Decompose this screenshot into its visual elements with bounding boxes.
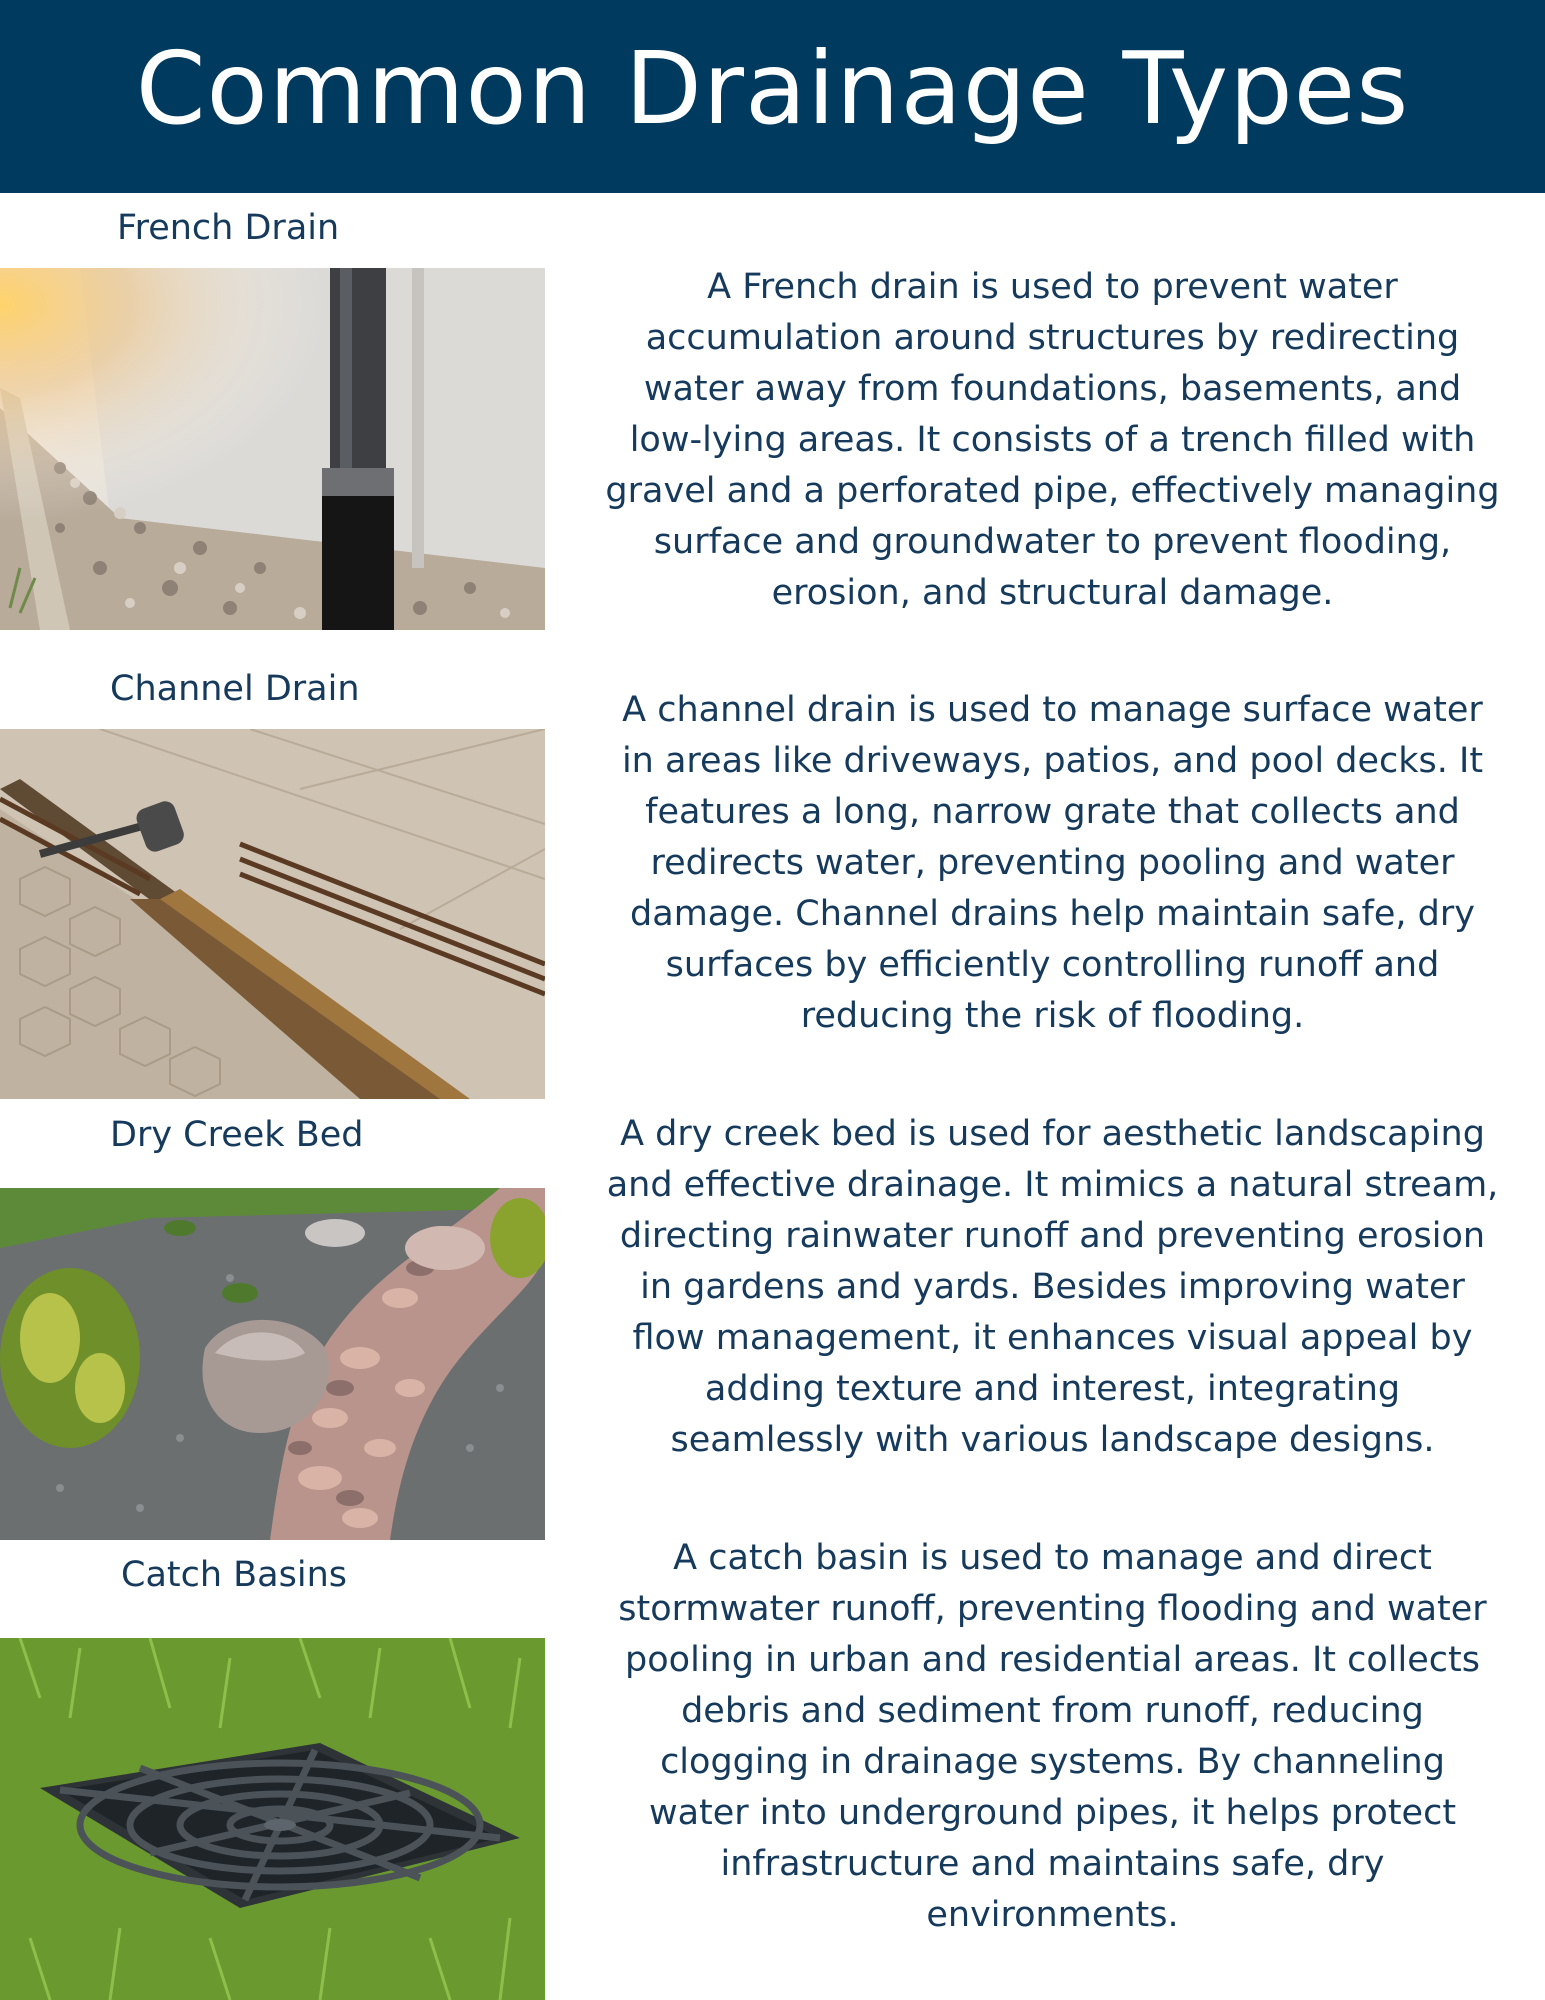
section-label-channel-drain: Channel Drain <box>110 669 360 709</box>
section-description-catch-basins: A catch basin is used to manage and direct stormwater runoff, preventing flooding and water pooling in urban and residential areas. It collects debris and sediment from runoff, reducing clogging in drainage systems. By channeling water into underground pipes, it helps protect infrastructure and maintains safe, dry environments. <box>618 1538 1487 1935</box>
catch-basins-photo <box>0 1638 545 2000</box>
section-label-dry-creek-bed: Dry Creek Bed <box>110 1115 364 1155</box>
section-label-french-drain: French Drain <box>117 208 340 248</box>
channel-drain-photo <box>0 729 545 1099</box>
section-description-channel-drain: A channel drain is used to manage surface water in areas like driveways, patios, and pool decks. It features a long, narrow grate that collects and redirects water, preventing pooling and water damage. Channel drains help maintain safe, dry surfaces by efficiently controlling runoff and reducing the risk of flooding. <box>621 690 1484 1036</box>
dry-creek-bed-photo <box>0 1188 545 1540</box>
french-drain-photo <box>0 268 545 630</box>
section-description-dry-creek-bed: A dry creek bed is used for aesthetic landscaping and effective drainage. It mimics a natural stream, directing rainwater runoff and preventing erosion in gardens and yards. Besides improving water flow management, it enhances visual appeal by adding texture and interest, integrating seamlessly with various landscape designs. <box>606 1114 1499 1460</box>
section-label-catch-basins: Catch Basins <box>121 1555 347 1595</box>
page-title: Common Drainage Types <box>135 30 1410 147</box>
section-description-french-drain: A French drain is used to prevent water accumulation around structures by redirecting water away from foundations, basements, and low-lying areas. It consists of a trench filled with gravel and a perforated pipe, effectively managing surface and groundwater to prevent flooding, erosion, and structural damage. <box>605 267 1500 613</box>
page-header <box>0 0 1545 193</box>
